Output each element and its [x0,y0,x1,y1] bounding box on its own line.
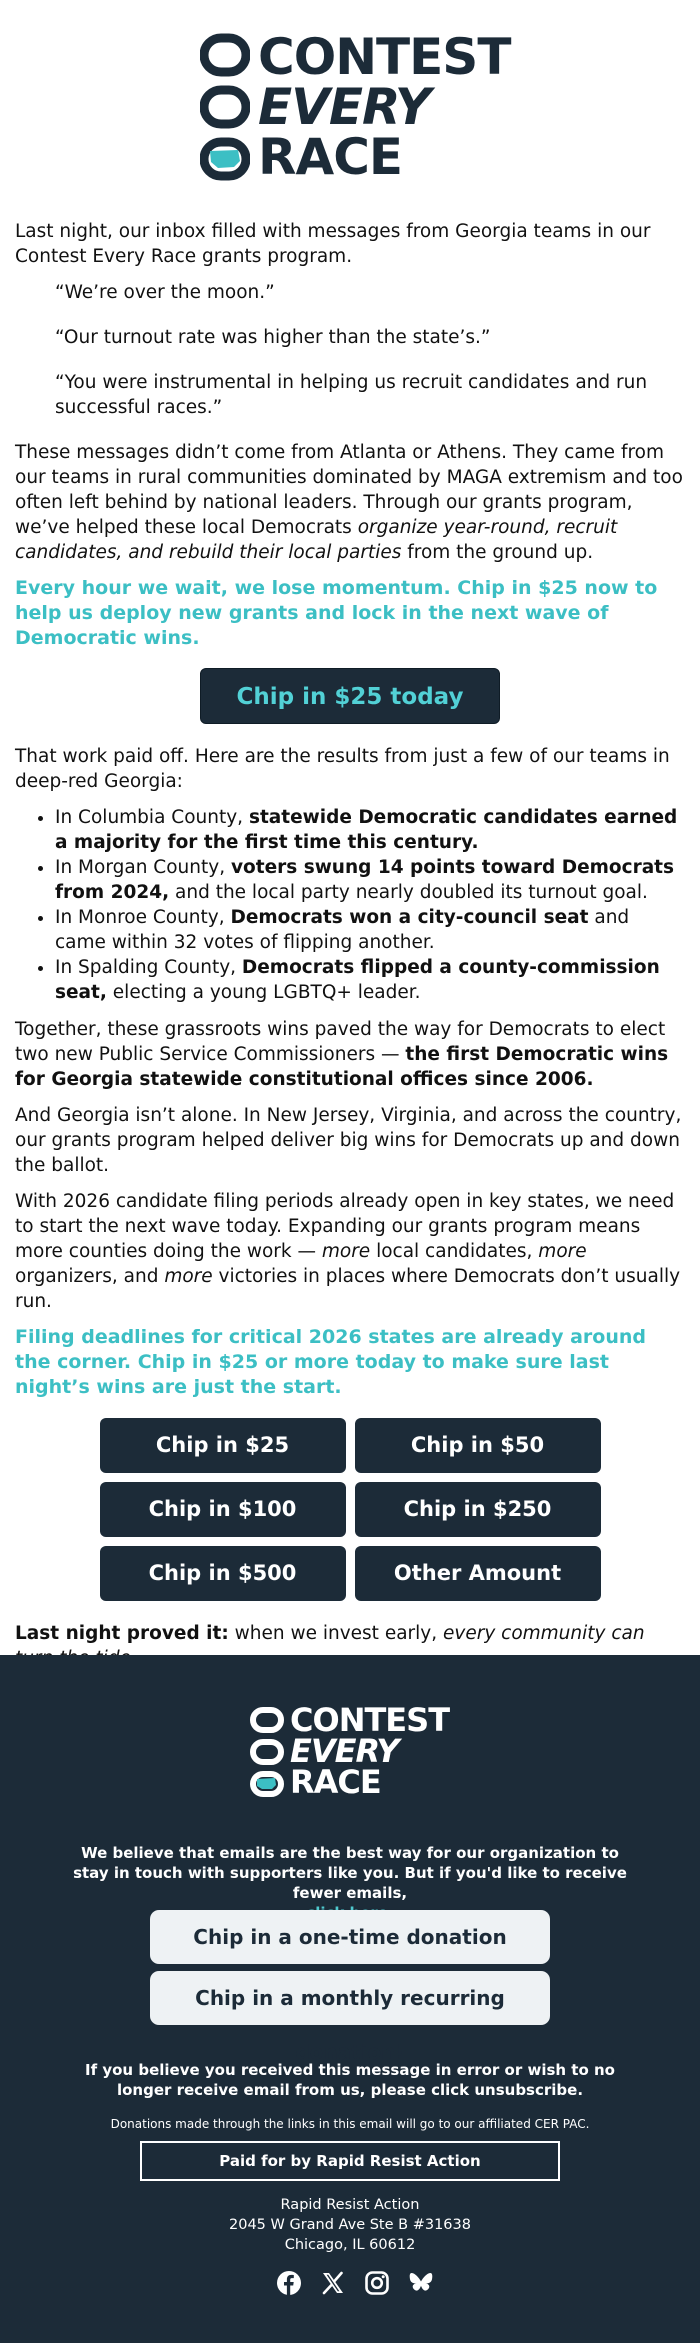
paid-for-box: Paid for by Rapid Resist Action [140,2141,560,2181]
text-span: Together, these grassroots wins paved the way for Democrats to elect two new Public Service Commissioners — [15,1019,666,1065]
georgia-paragraph [15,1017,685,1092]
logo-line-contest: CONTEST [258,28,511,86]
text-span: electing a young LGBTQ+ leader. [106,982,421,1003]
bold-span: Democrats flipped a county-commission seat, [55,957,660,1003]
chip-in-50-button[interactable]: Chip in $50 [355,1418,601,1473]
intro-paragraph: Last night, our inbox filled with messages from Georgia teams in our Contest Every Race grants program. [15,221,651,267]
results-intro: That work paid off. Here are the results from just a few of our teams in deep-red Georgia: [15,746,670,792]
result-monroe [55,905,685,955]
text-span: In Spalding County, [55,957,242,978]
national-paragraph: And Georgia isn’t alone. In New Jersey, Virginia, and across the country, our grants program helped deliver big wins for Democrats up and down the ballot. [15,1105,682,1176]
text-span: victories in places where Democrats don’t usually run. [15,1266,681,1312]
logo-ring-icon [200,85,250,129]
results-list [55,805,685,1005]
logo-ballot-icon [200,137,250,181]
chip-in-100-button[interactable]: Chip in $100 [100,1482,346,1537]
bold-span: Democrats won a city-council seat [230,907,589,928]
instagram-icon[interactable] [364,2270,390,2296]
x-icon[interactable] [320,2270,346,2296]
text-span: With 2026 candidate filing periods already open in key states, we need to start the next wave today. Expanding our grants program means more counties doing the work — [15,1191,675,1262]
text-span: and came within 32 votes of flipping another. [55,907,630,953]
logo-mark [250,1707,284,1797]
monthly-donation-button[interactable]: Chip in a monthly recurring donation! [150,1971,550,2025]
text-span: local candidates, [370,1241,539,1262]
chip-in-500-button[interactable]: Chip in $500 [100,1546,346,1601]
result-spalding [55,955,685,1005]
one-time-donation-button[interactable]: Chip in a one-time donation [150,1910,550,1964]
logo-wordmark [258,28,511,186]
facebook-icon[interactable] [276,2270,302,2296]
text-span: from the ground up. [401,542,594,563]
amount-button-grid [15,1418,685,1601]
text-span: In Columbia County, [55,807,249,828]
text-span: These messages didn’t come from Atlanta or Athens. They came from our teams in rural communities dominated by MAGA extremism and too often left behind by national leaders. Through our grants program, we’ve helped these local Democrats [15,442,683,538]
pac-note: Donations made through the links in this email will go to our affiliated CER PAC. [110,2117,590,2131]
italic-span: more [321,1241,371,1262]
text-span: In Monroe County, [55,907,231,928]
logo-ring-icon [200,33,250,77]
quote-1: “We’re over the moon.” [55,282,275,303]
logo-ballot-icon [250,1771,284,1797]
italic-span: every community can [443,1623,645,1644]
unsubscribe-text[interactable]: If you believe you received this message in error or wish to no longer receive email from us, please click unsubscribe. [85,2061,615,2099]
context-paragraph [15,440,685,565]
text-span: and the local party nearly doubled its turnout goal. [169,882,648,903]
logo-line-race: RACE [258,128,403,186]
email-body [15,219,685,1718]
chip-in-250-button[interactable]: Chip in $250 [355,1482,601,1537]
logo-line-every: EVERY [258,78,431,136]
appeal-1[interactable]: Every hour we wait, we lose momentum. Chip in $25 now to help us deploy new grants and lock in the next wave of Democratic wins. [15,577,658,649]
text-span: In Morgan County, [55,857,231,878]
text-span: when we invest early, [228,1623,443,1644]
logo-line-every: EVERY [290,1732,399,1770]
result-columbia [55,805,685,855]
footer [0,1655,700,2343]
quote-2: “Our turnout rate was higher than the state’s.” [55,327,491,348]
address-org: Rapid Resist Action [280,2197,420,2213]
logo-ring-icon [250,1707,284,1733]
result-morgan [55,855,685,905]
logo-mark [200,33,250,181]
text-span: organizers, and [15,1266,165,1287]
address-street: 2045 W Grand Ave Ste B #31638 [229,2217,471,2233]
bluesky-icon[interactable] [408,2270,434,2296]
chip-in-25-button[interactable]: Chip in $25 [100,1418,346,1473]
bold-span: statewide Democratic candidates earned a majority for the first time this century. [55,807,678,853]
text-span: We believe that emails are the best way for our organization to stay in touch with supporters like you. But if you'd like to receive fewer emails, [73,1844,627,1902]
italic-span: more [538,1241,587,1262]
top-logo [200,28,511,186]
social-links [276,2270,434,2296]
bold-span: Last night proved it: [15,1623,229,1644]
chip-in-25-main-button[interactable]: Chip in $25 today [200,668,500,724]
bold-span: voters swung 14 points toward Democrats from 2024, [55,857,675,903]
appeal-2[interactable]: Filing deadlines for critical 2026 states are already around the corner. Chip in $25 or more today to make sure last night’s wins are just the start. [15,1326,646,1398]
bold-span: the first Democratic wins for Georgia statewide constitutional offices since 2006. [15,1044,669,1090]
expansion-paragraph [15,1189,685,1314]
footer-logo [250,1701,450,1801]
logo-line-race: RACE [290,1763,381,1801]
logo-ring-icon [250,1739,284,1765]
address-city: Chicago, IL 60612 [284,2237,416,2253]
quote-3: “You were instrumental in helping us recruit candidates and run successful races.” [55,372,648,418]
italic-span: organize year-round, recruit candidates, and rebuild their local parties [15,517,618,563]
italic-span: more [164,1266,213,1287]
logo-line-contest: CONTEST [290,1701,450,1739]
logo-wordmark [290,1701,450,1801]
mailing-address [0,2195,700,2255]
other-amount-button[interactable]: Other Amount [355,1546,601,1601]
